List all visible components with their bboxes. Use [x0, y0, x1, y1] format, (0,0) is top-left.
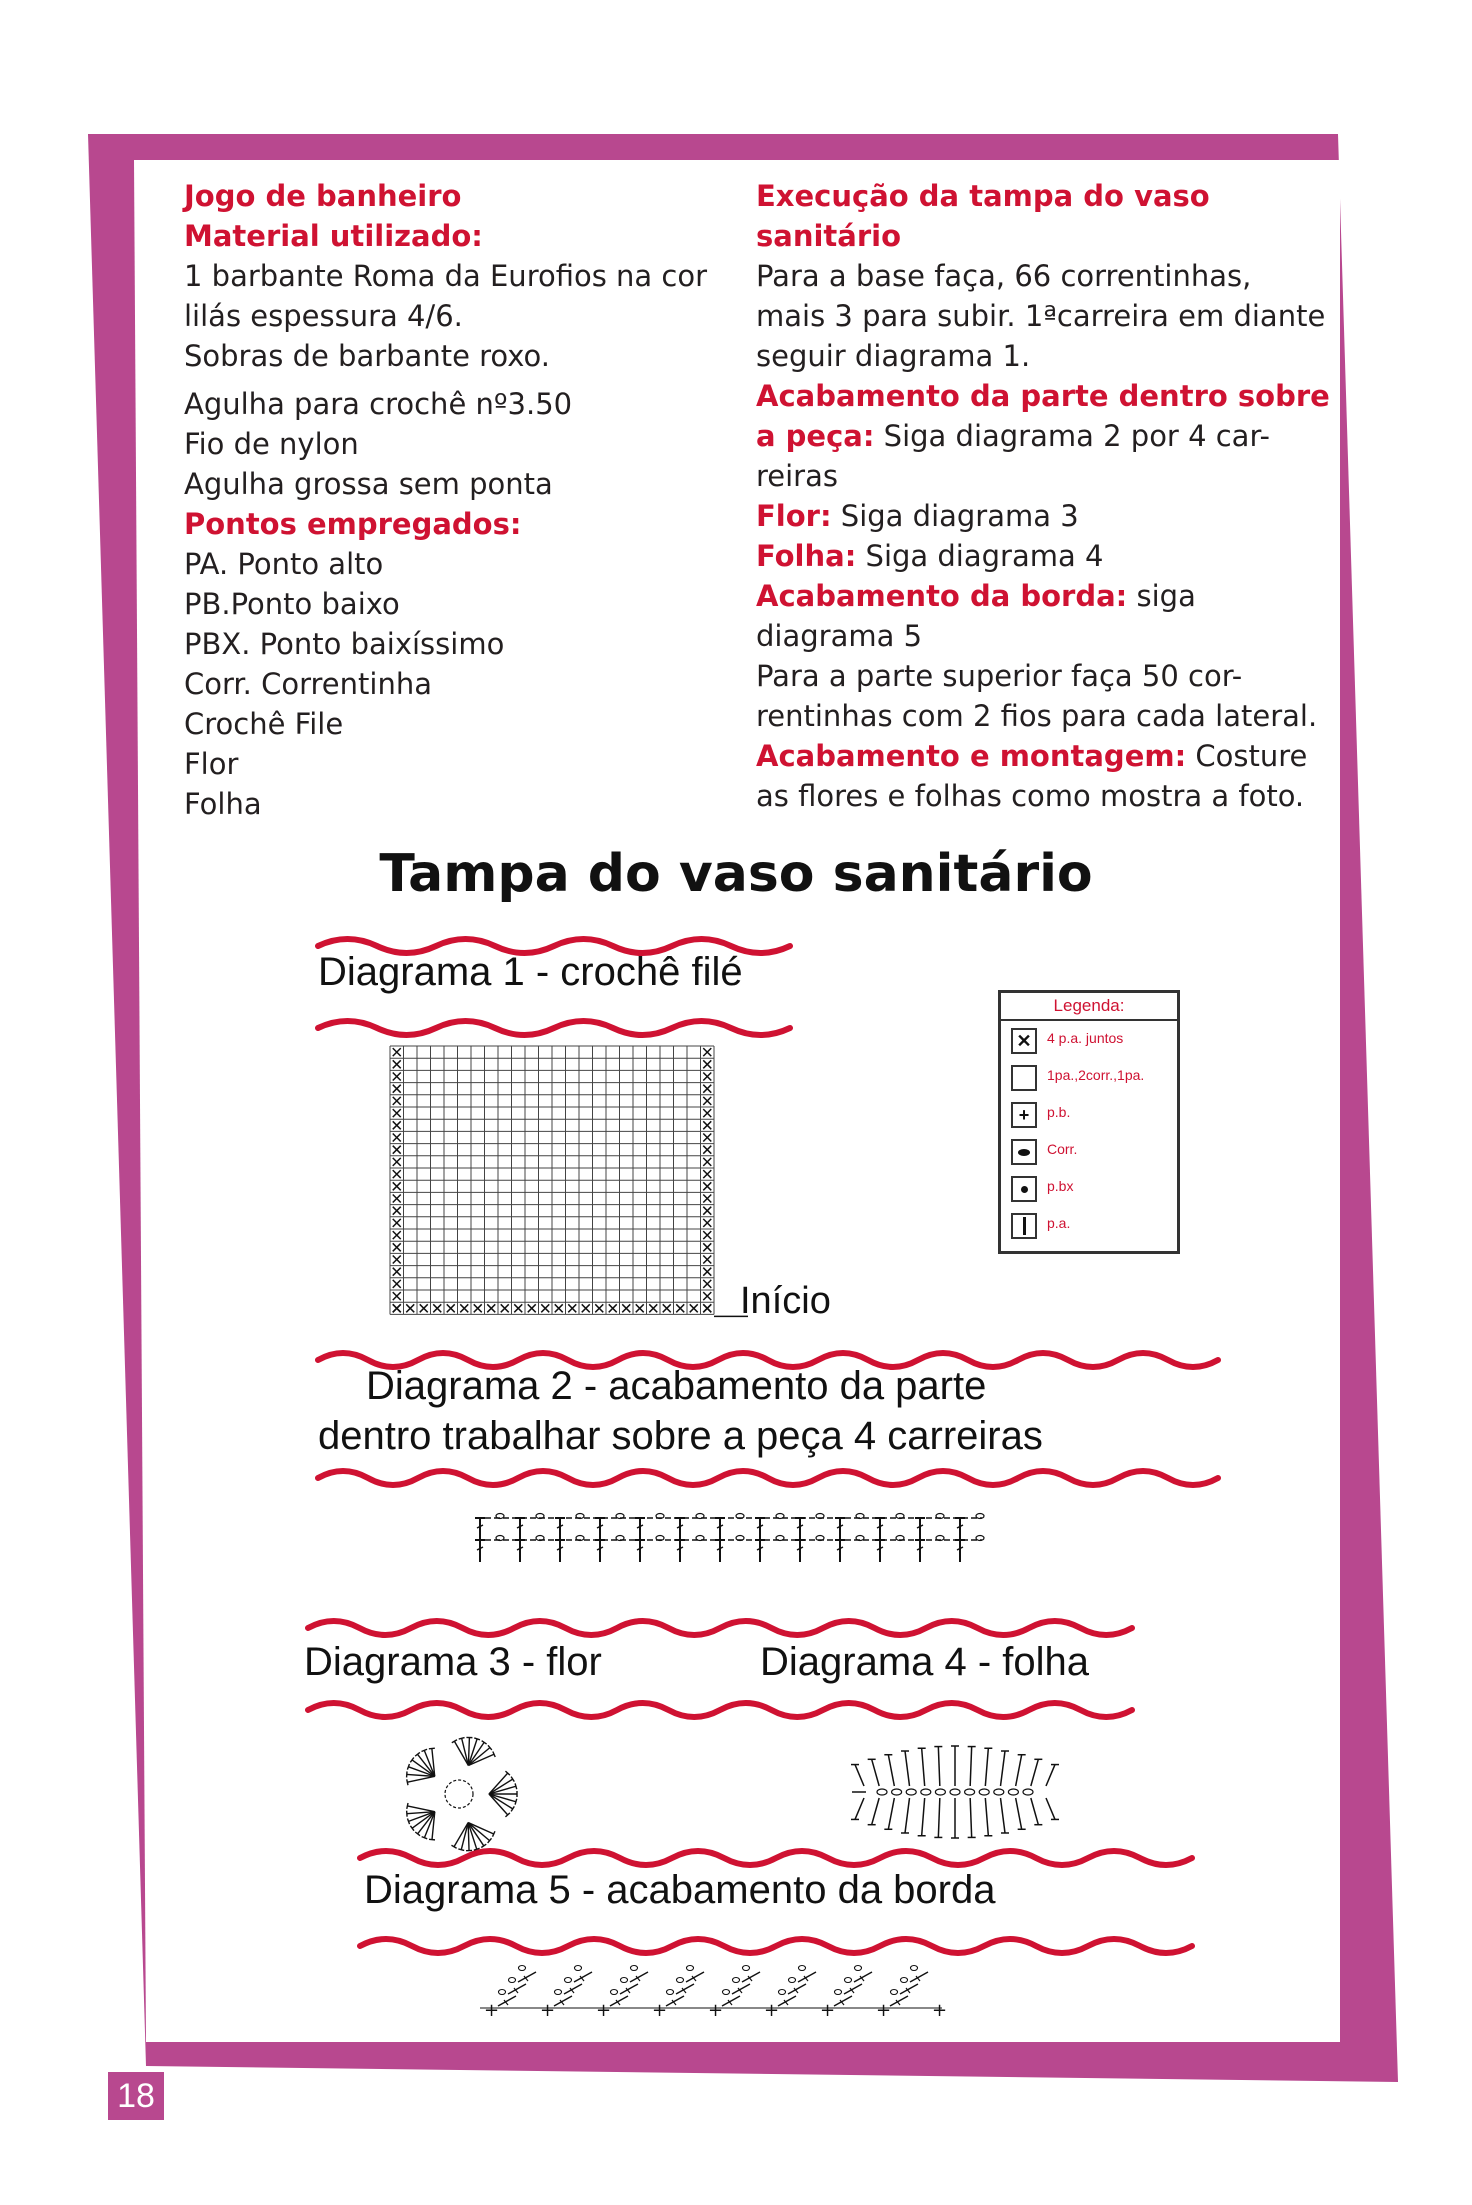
ponto-line: Crochê File: [184, 707, 344, 741]
svg-text:+: +: [764, 2000, 780, 2021]
legend-item: [1001, 1169, 1177, 1206]
material-line: Sobras de barbante roxo.: [184, 339, 550, 373]
project-title: Jogo de banheiro: [184, 179, 462, 213]
flor-heading: Flor:: [756, 499, 832, 533]
svg-text:+: +: [540, 2000, 556, 2021]
diagram-1-label: Diagrama 1 - crochê filé: [318, 950, 743, 994]
diagram-5-label: Diagrama 5 - acabamento da borda: [364, 1868, 996, 1912]
montagem-text-cont: as flores e folhas como mostra a foto.: [756, 779, 1305, 813]
exec-line: Para a base faça, 66 correntinhas,: [756, 259, 1252, 293]
oval-icon: [1011, 1139, 1037, 1165]
tall-stitch-icon: [1011, 1213, 1037, 1239]
diagram-4-label: Diagrama 4 - folha: [760, 1640, 1090, 1684]
folha-text: Siga diagrama 4: [856, 539, 1104, 573]
exec-line: mais 3 para subir. 1ªcarreira em diante: [756, 299, 1326, 333]
svg-text:+: +: [876, 2000, 892, 2021]
flor-text: Siga diagrama 3: [831, 499, 1079, 533]
legend-label: p.a.: [1047, 1215, 1071, 1231]
ponto-line: Folha: [184, 787, 262, 821]
acab-dentro-text-cont: reiras: [756, 459, 838, 493]
acab-dentro-text: Siga diagrama 2 por 4 car-: [874, 419, 1270, 453]
legend-box: [998, 990, 1180, 1254]
svg-text:+: +: [596, 2000, 612, 2021]
page-number: 18: [108, 2072, 164, 2120]
dot-icon: [1011, 1176, 1037, 1202]
borda-heading: Acabamento da borda:: [756, 579, 1128, 613]
legend-item: [1001, 1095, 1177, 1132]
diagram-2-label-cont: dentro trabalhar sobre a peça 4 carreiras: [318, 1414, 1043, 1458]
borda-text-cont: diagrama 5: [756, 619, 923, 653]
diagram-2-label: Diagrama 2 - acabamento da parte: [366, 1364, 987, 1408]
legend-title: Legenda:: [1001, 993, 1177, 1021]
main-title: Tampa do vaso sanitário: [379, 844, 1093, 904]
diagram-5-border-chart: [480, 1950, 950, 2020]
svg-text:+: +: [820, 2000, 836, 2021]
material-line: Agulha grossa sem ponta: [184, 467, 553, 501]
folha-heading: Folha:: [756, 539, 857, 573]
material-line: Agulha para crochê nº3.50: [184, 387, 573, 421]
legend-label: 1pa.,2corr.,1pa.: [1047, 1067, 1145, 1083]
svg-text:+: +: [652, 2000, 668, 2021]
ponto-line: PA. Ponto alto: [184, 547, 384, 581]
legend-label: p.b.: [1047, 1104, 1071, 1120]
red-wave-line: [318, 1021, 790, 1035]
ponto-line: Flor: [184, 747, 239, 781]
diagram-2-chart: [470, 1514, 990, 1584]
material-heading: Material utilizado:: [184, 219, 483, 253]
legend-item: [1001, 1132, 1177, 1169]
acab-dentro-heading: Acabamento da parte dentro sobre: [756, 379, 1330, 413]
diagram-3-label: Diagrama 3 - flor: [304, 1640, 602, 1684]
exec-line: seguir diagrama 1.: [756, 339, 1031, 373]
borda-text: siga: [1127, 579, 1196, 613]
diagram-1-grid: [390, 1046, 750, 1326]
superior-line: Para a parte superior faça 50 cor-: [756, 659, 1243, 693]
red-wave-line: [318, 1471, 1218, 1485]
montagem-heading: Acabamento e montagem:: [756, 739, 1187, 773]
material-line: 1 barbante Roma da Eurofios na cor: [184, 259, 708, 293]
ponto-line: Corr. Correntinha: [184, 667, 432, 701]
legend-label: 4 p.a. juntos: [1047, 1030, 1124, 1046]
inicio-label: Início: [740, 1280, 831, 1322]
pontos-heading: Pontos empregados:: [184, 507, 522, 541]
legend-item: [1001, 1058, 1177, 1095]
legend-label: Corr.: [1047, 1141, 1078, 1157]
material-line: lilás espessura 4/6.: [184, 299, 463, 333]
svg-text:+: +: [932, 2000, 948, 2021]
legend-label: p.bx: [1047, 1178, 1074, 1194]
material-line: Fio de nylon: [184, 427, 359, 461]
svg-text:+: +: [708, 2000, 724, 2021]
ponto-line: PBX. Ponto baixíssimo: [184, 627, 505, 661]
empty-box-icon: [1011, 1065, 1037, 1091]
acab-dentro-heading-cont: a peça:: [756, 419, 875, 453]
diagram-4-leaf-chart: [852, 1736, 1058, 1846]
superior-line: rentinhas com 2 fios para cada lateral.: [756, 699, 1318, 733]
diagram-3-flower-chart: [374, 1734, 544, 1854]
exec-heading-cont: sanitário: [756, 219, 902, 253]
red-wave-line: [308, 1703, 1132, 1717]
ponto-line: PB.Ponto baixo: [184, 587, 400, 621]
red-wave-line: [308, 1621, 1132, 1635]
legend-item: [1001, 1021, 1177, 1058]
montagem-text: Costure: [1186, 739, 1308, 773]
exec-heading: Execução da tampa do vaso: [756, 179, 1210, 213]
x-box-icon: ✕: [1011, 1028, 1037, 1054]
plus-icon: +: [1011, 1102, 1037, 1128]
legend-item: [1001, 1206, 1177, 1243]
svg-text:+: +: [484, 2000, 500, 2021]
